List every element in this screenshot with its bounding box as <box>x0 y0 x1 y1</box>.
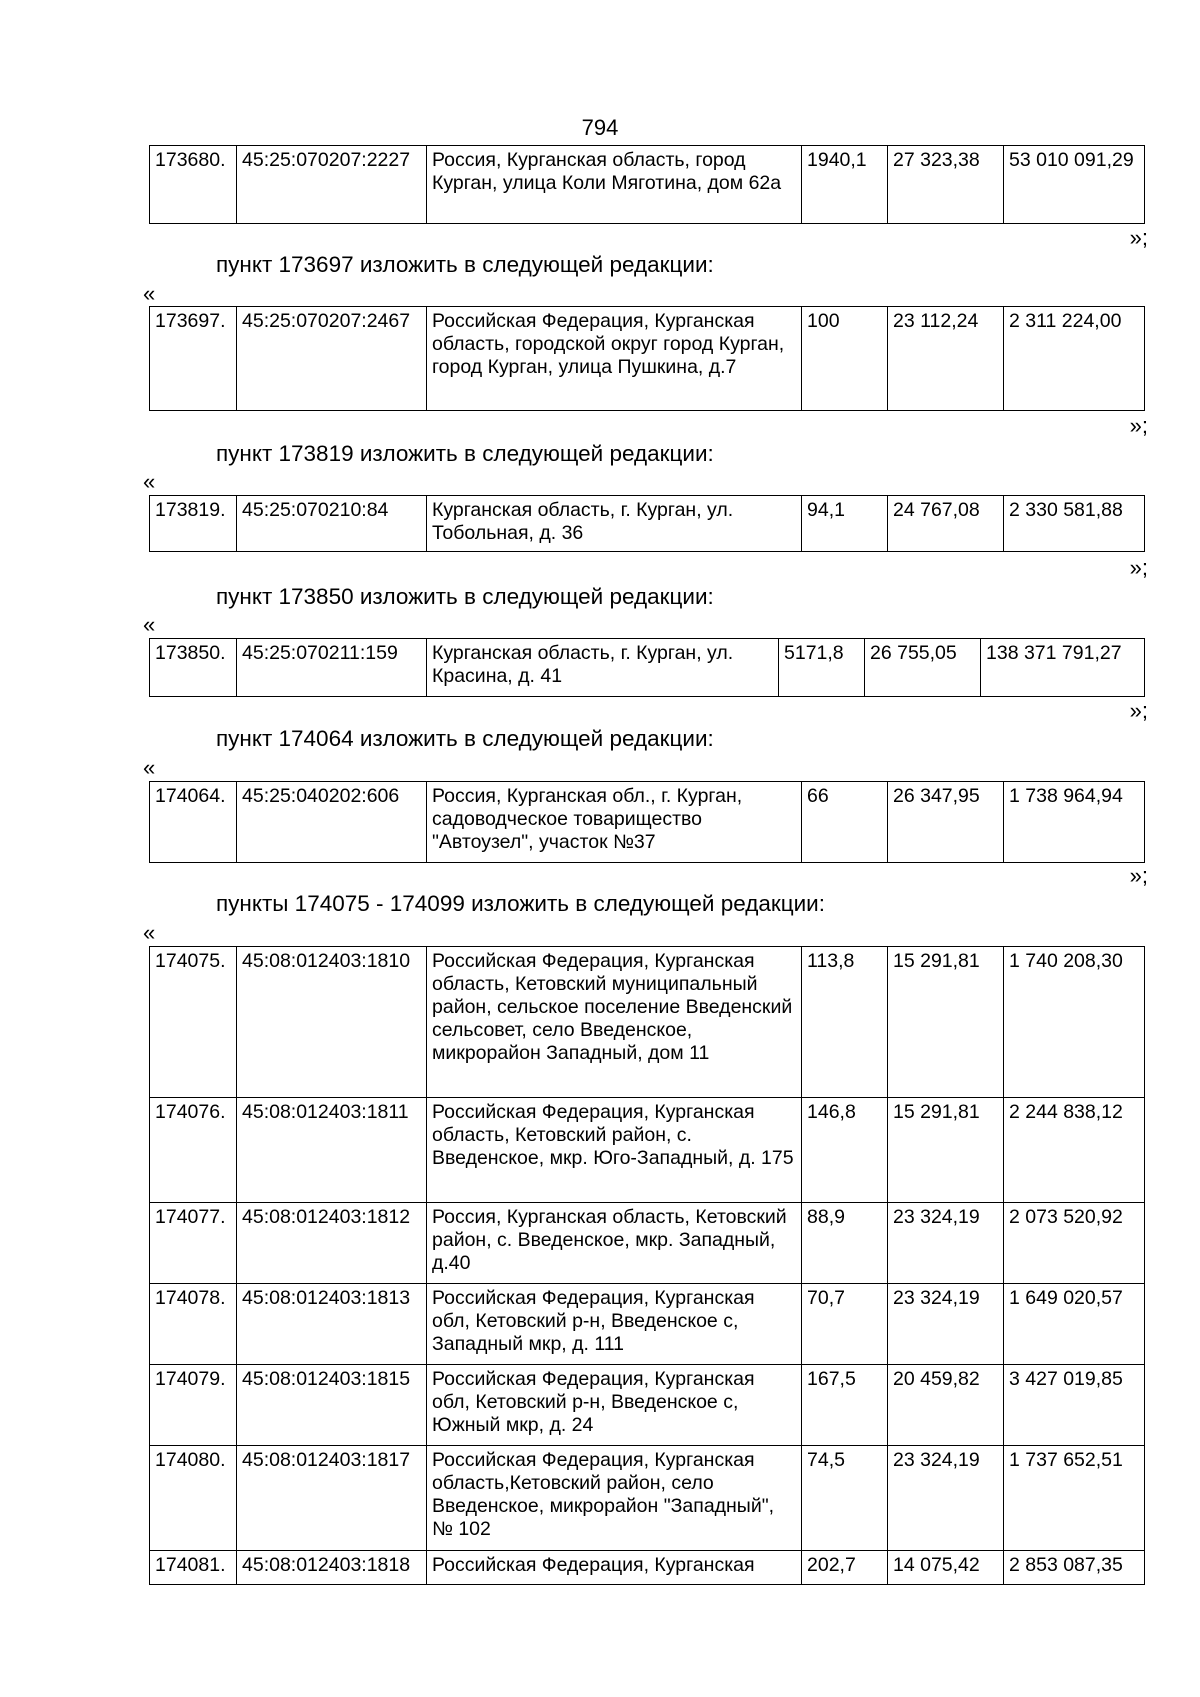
cell-value: 2 853 087,35 <box>1004 1551 1145 1585</box>
cell-cadastral: 45:08:012403:1812 <box>237 1203 427 1284</box>
opening-quote: « <box>143 920 156 945</box>
cell-rate: 23 324,19 <box>888 1446 1004 1551</box>
cell-cadastral: 45:08:012403:1817 <box>237 1446 427 1551</box>
cell-number: 173680. <box>150 146 237 224</box>
cell-value: 1 738 964,94 <box>1004 782 1145 863</box>
cell-number: 174077. <box>150 1203 237 1284</box>
cell-address: Россия, Курганская область, Кетовский район, с. Введенское, мкр. Западный, д.40 <box>427 1203 802 1284</box>
cell-area: 146,8 <box>802 1098 888 1203</box>
cell-rate: 23 324,19 <box>888 1284 1004 1365</box>
cell-value: 2 311 224,00 <box>1004 307 1145 411</box>
cell-cadastral: 45:08:012403:1811 <box>237 1098 427 1203</box>
record-table <box>149 638 1145 697</box>
instruction-text: пункт 173819 изложить в следующей редакции: <box>216 441 714 466</box>
cell-area: 1940,1 <box>802 146 888 224</box>
cell-area: 94,1 <box>802 496 888 552</box>
cell-number: 173697. <box>150 307 237 411</box>
cell-number: 173819. <box>150 496 237 552</box>
cell-address: Курганская область, г. Курган, ул. Тобольная, д. 36 <box>427 496 802 552</box>
cell-cadastral: 45:25:040202:606 <box>237 782 427 863</box>
cell-value: 2 244 838,12 <box>1004 1098 1145 1203</box>
table-row <box>150 1098 1145 1203</box>
cell-cadastral: 45:08:012403:1815 <box>237 1365 427 1446</box>
cell-address: Российская Федерация, Курганская обл, Кетовский р-н, Введенское с, Западный мкр, д. 111 <box>427 1284 802 1365</box>
cell-area: 113,8 <box>802 947 888 1098</box>
cell-area: 70,7 <box>802 1284 888 1365</box>
cell-rate: 20 459,82 <box>888 1365 1004 1446</box>
cell-area: 88,9 <box>802 1203 888 1284</box>
cell-value: 1 649 020,57 <box>1004 1284 1145 1365</box>
cell-value: 3 427 019,85 <box>1004 1365 1145 1446</box>
record-table <box>149 781 1145 863</box>
table-row <box>150 1203 1145 1284</box>
cell-value: 2 073 520,92 <box>1004 1203 1145 1284</box>
cell-value: 2 330 581,88 <box>1004 496 1145 552</box>
closing-quote: »; <box>1129 698 1148 723</box>
cell-area: 74,5 <box>802 1446 888 1551</box>
cell-address: Курганская область, г. Курган, ул. Красина, д. 41 <box>427 639 779 697</box>
cell-cadastral: 45:25:070211:159 <box>237 639 427 697</box>
closing-quote: »; <box>1129 413 1148 438</box>
page-number: 794 <box>581 115 619 140</box>
cell-value: 1 737 652,51 <box>1004 1446 1145 1551</box>
opening-quote: « <box>143 755 156 780</box>
cell-number: 174081. <box>150 1551 237 1585</box>
instruction-text: пункт 174064 изложить в следующей редакции: <box>216 726 714 751</box>
cell-cadastral: 45:08:012403:1813 <box>237 1284 427 1365</box>
table-row <box>150 782 1145 863</box>
opening-quote: « <box>143 281 156 306</box>
record-table <box>149 495 1145 552</box>
opening-quote: « <box>143 469 156 494</box>
cell-rate: 14 075,42 <box>888 1551 1004 1585</box>
cell-address: Россия, Курганская обл., г. Курган, садоводческое товарищество "Автоузел", участок №37 <box>427 782 802 863</box>
table-row <box>150 1551 1145 1585</box>
cell-address: Россия, Курганская область, город Курган, улица Коли Мяготина, дом 62а <box>427 146 802 224</box>
cell-rate: 23 112,24 <box>888 307 1004 411</box>
cell-area: 66 <box>802 782 888 863</box>
cell-rate: 23 324,19 <box>888 1203 1004 1284</box>
record-table <box>149 145 1145 224</box>
closing-quote: »; <box>1129 555 1148 580</box>
cell-number: 174079. <box>150 1365 237 1446</box>
cell-number: 174075. <box>150 947 237 1098</box>
cell-address: Российская Федерация, Курганская <box>427 1551 802 1585</box>
table-row <box>150 1365 1145 1446</box>
cell-cadastral: 45:25:070207:2227 <box>237 146 427 224</box>
closing-quote: »; <box>1129 225 1148 250</box>
cell-area: 100 <box>802 307 888 411</box>
cell-cadastral: 45:08:012403:1818 <box>237 1551 427 1585</box>
cell-cadastral: 45:25:070210:84 <box>237 496 427 552</box>
table-row <box>150 1446 1145 1551</box>
cell-rate: 26 347,95 <box>888 782 1004 863</box>
instruction-text: пункт 173697 изложить в следующей редакции: <box>216 252 714 277</box>
cell-area: 167,5 <box>802 1365 888 1446</box>
cell-address: Российская Федерация, Курганская область, Кетовский район, с. Введенское, мкр. Юго-Западный, д. 175 <box>427 1098 802 1203</box>
table-row <box>150 1284 1145 1365</box>
cell-cadastral: 45:08:012403:1810 <box>237 947 427 1098</box>
cell-number: 174080. <box>150 1446 237 1551</box>
cell-number: 174078. <box>150 1284 237 1365</box>
instruction-text: пункты 174075 - 174099 изложить в следующей редакции: <box>216 891 826 916</box>
instruction-text: пункт 173850 изложить в следующей редакции: <box>216 584 714 609</box>
table-row <box>150 639 1145 697</box>
table-row <box>150 496 1145 552</box>
cell-number: 174076. <box>150 1098 237 1203</box>
cell-cadastral: 45:25:070207:2467 <box>237 307 427 411</box>
cell-rate: 26 755,05 <box>865 639 981 697</box>
cell-value: 138 371 791,27 <box>981 639 1145 697</box>
cell-address: Российская Федерация, Курганская область,Кетовский район, село Введенское, микрорайон "Западный", № 102 <box>427 1446 802 1551</box>
cell-rate: 27 323,38 <box>888 146 1004 224</box>
cell-address: Российская Федерация, Курганская область, Кетовский муниципальный район, сельское поселение Введенский сельсовет, село Введенское, микрорайон Западный, дом 11 <box>427 947 802 1098</box>
cell-address: Российская Федерация, Курганская обл, Кетовский р-н, Введенское с, Южный мкр, д. 24 <box>427 1365 802 1446</box>
record-table <box>149 946 1145 1585</box>
cell-area: 202,7 <box>802 1551 888 1585</box>
cell-rate: 15 291,81 <box>888 947 1004 1098</box>
cell-number: 174064. <box>150 782 237 863</box>
cell-address: Российская Федерация, Курганская область, городской округ город Курган, город Курган, улица Пушкина, д.7 <box>427 307 802 411</box>
closing-quote: »; <box>1129 863 1148 888</box>
record-table <box>149 306 1145 411</box>
table-row <box>150 307 1145 411</box>
cell-rate: 15 291,81 <box>888 1098 1004 1203</box>
cell-rate: 24 767,08 <box>888 496 1004 552</box>
opening-quote: « <box>143 612 156 637</box>
cell-value: 53 010 091,29 <box>1004 146 1145 224</box>
cell-number: 173850. <box>150 639 237 697</box>
table-row <box>150 947 1145 1098</box>
cell-area: 5171,8 <box>779 639 865 697</box>
cell-value: 1 740 208,30 <box>1004 947 1145 1098</box>
table-row <box>150 146 1145 224</box>
